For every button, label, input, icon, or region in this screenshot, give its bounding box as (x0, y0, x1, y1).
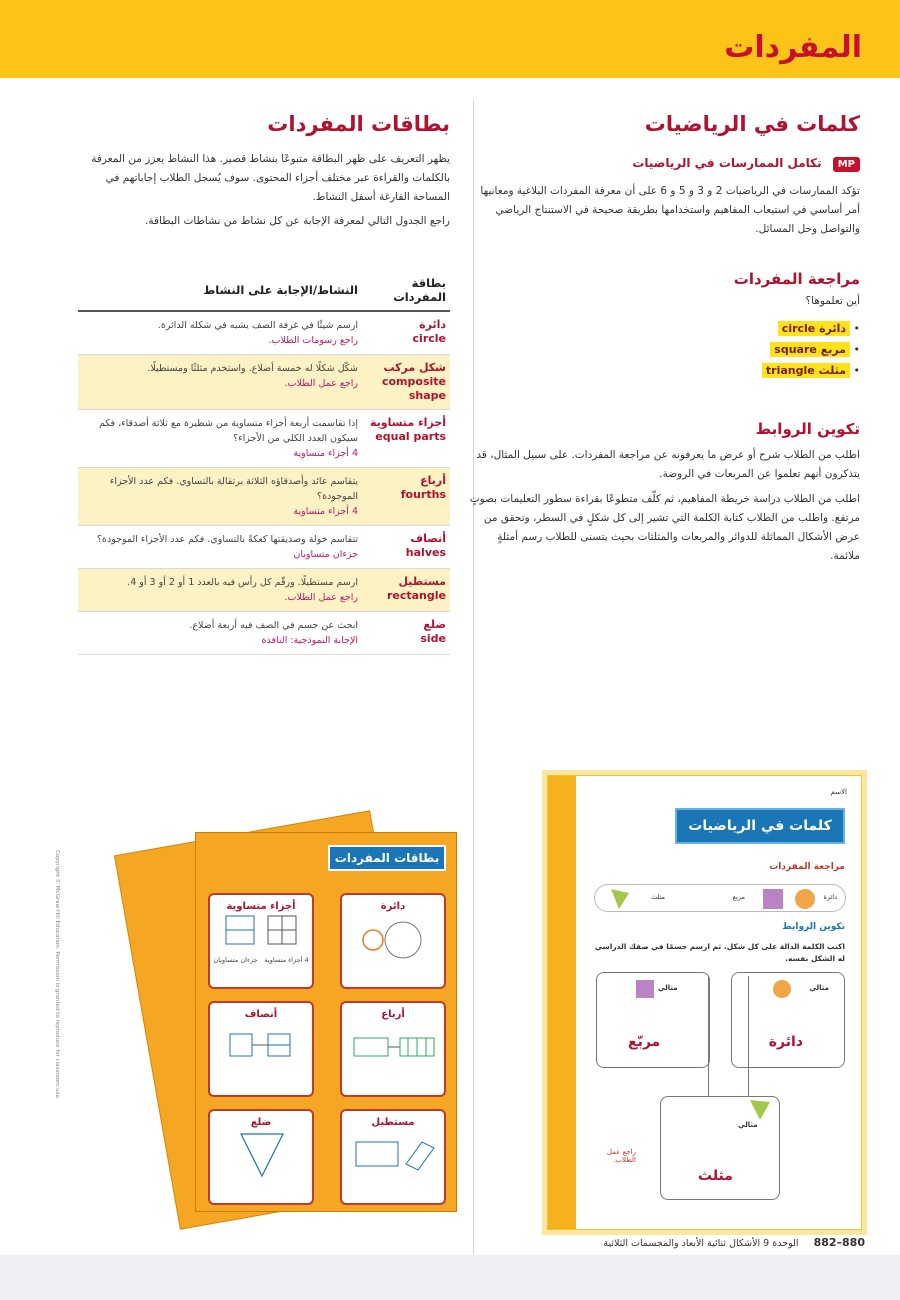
ws-links-heading: تكوين الروابط (782, 922, 845, 932)
page-numbers: 880–882 (813, 1236, 865, 1249)
page-title: المفردات (724, 30, 862, 65)
review-question: أين تعلموها؟ (805, 295, 860, 307)
ws-see-work: راجع عمل الطلاب. (606, 1148, 636, 1164)
card-side: ضلع (208, 1109, 314, 1205)
halves-icon (216, 1020, 306, 1070)
rectangle-icon (348, 1128, 438, 1178)
practice-heading (465, 152, 860, 172)
circle-icon (348, 912, 438, 962)
table-row: أجزاء متساوية equal parts إذا تقاسمت أربعة أجزاء متساوية من شطيرة مع ثلاثة أصدقاء، فكم سيكون العدد الكلي من الأجزاء؟ 4 أجزاء متساوية (78, 410, 450, 468)
ws-word-triangle: مثلث (698, 1168, 733, 1184)
ws-name-label: الاسم (830, 788, 847, 796)
practice-title: تكامل الممارسات في الرياضيات (632, 156, 822, 170)
worksheet-image (547, 775, 862, 1230)
footer (545, 1236, 865, 1249)
equal-parts-icon (216, 912, 306, 952)
circle-icon (773, 980, 791, 998)
words-in-math-title (465, 112, 860, 136)
card-front (195, 832, 457, 1212)
header-activity: النشاط/الإجابة على النشاط (78, 270, 362, 311)
triangle-icon (609, 887, 631, 911)
triangle-icon (748, 1098, 774, 1124)
list-item: • دائرة circle (465, 322, 860, 335)
links-title: تكوين الروابط (755, 420, 860, 438)
card-circle: دائرة (340, 893, 446, 989)
worksheet-strip (548, 776, 576, 1229)
ws-word-square: مربّع (628, 1034, 661, 1050)
ws-instruction: اكتب الكلمة الدالة على كل شكل. ثم ارسم جسمًا في صفك الدراسي له الشكل نفسه. (594, 942, 845, 963)
triangle-icon (216, 1128, 306, 1183)
square-icon (636, 980, 654, 998)
ws-vocab-strip: دائرة مربع مثلث (594, 884, 846, 912)
table-row: ضلع side ابحث عن جسم في الصف فيه أربعة أضلاع. الإجابة النموذجية: النافذة (78, 612, 450, 655)
fourths-icon (348, 1020, 438, 1070)
table-row: شكل مركب composite shape شكّل شكلًا له خمسة أضلاع. واستخدم مثلثًا ومستطيلًا. راجع عمل الطلاب. (78, 355, 450, 410)
vocab-cards-image (140, 790, 460, 1220)
copyright-text: Copyright © McGraw-Hill Education. Permission is granted to reproduce for classroom use. (54, 850, 60, 1100)
unit-label: الوحدة 9 الأشكال ثنائية الأبعاد والمجسمات الثلاثية (603, 1238, 799, 1249)
footer-band (0, 1255, 900, 1300)
ws-word-circle: دائرة (768, 1034, 803, 1050)
ws-example-label: مثالي (809, 984, 829, 992)
ws-example-label: مثالي (738, 1121, 758, 1129)
vocab-table (78, 270, 450, 655)
ws-example-label: مثالي (658, 984, 678, 992)
table-row: دائرة circle ارسم شيئًا في غرفة الصف يشبه في شكله الدائرة. راجع رسومات الطلاب. (78, 311, 450, 355)
vocab-table-wrap (78, 270, 450, 655)
cards-intro: يظهر التعريف على ظهر البطاقة متبوعًا بنشاط قصير. هذا النشاط يعزز من المعرفة بالكلمات والقراءة عبر مختلف أجزاء المحتوى. سوف يُسجل الطلاب إجاباتهم في المساحة الفارغة أسفل النشاط. (91, 153, 450, 203)
table-row: مستطيل rectangle ارسم مستطيلًا. ورقّم كل رأس فيه بالعدد 1 أو 2 أو 3 أو 4. راجع عمل الطلاب. (78, 569, 450, 612)
practice-text: تؤكد الممارسات في الرياضيات 2 و 3 و 5 و 6 على أن معرفة المفردات البلاغية ومعانيها أمر أساسي في استيعاب المفاهيم واستخدامها بطريقة صحيحة في الاستنتاج الرياضي والتواصل وحل المسائل. (480, 185, 860, 235)
card-halves: أنصاف (208, 1001, 314, 1097)
ws-review-heading: مراجعة المفردات (769, 862, 845, 872)
list-item: • مربع square (465, 343, 860, 356)
review-title: مراجعة المفردات (733, 270, 860, 288)
table-row: أنصاف halves تتقاسم خولة وصديقتها كعكةً بالتساوي. فكم عدد الأجزاء الموجودة؟ جزءان متساويان (78, 526, 450, 569)
cards-title: بطاقات المفردات (328, 845, 446, 871)
header-term: بطاقة المفردات (362, 270, 450, 311)
practice-badge: MP (833, 157, 860, 172)
cards-section-title: بطاقات المفردات (267, 112, 450, 136)
list-item: • مثلث triangle (465, 364, 860, 377)
vocab-list (465, 322, 860, 385)
card-rectangle: مستطيل (340, 1109, 446, 1205)
card-equal-parts: أجزاء متساوية 4 أجزاء متساوية جزءان متساويان (208, 893, 314, 989)
ws-title: كلمات في الرياضيات (675, 808, 845, 844)
section-title: كلمات في الرياضيات (644, 112, 860, 136)
links-paragraph-2: اطلب من الطلاب دراسة خريطة المفاهيم، ثم كلّف متطوعًا بقراءة سطور التعليمات بصوتٍ مرتفع. واطلب من الطلاب كتابة الكلمة التي تشير إلى كل شكلٍ في السطر، وتحقق من عرض الأشكال المماثلة للدوائر والمربعات والمثلثات بحيث يتسنى للطلاب رسم أمثلةٍ ملائمة. (469, 493, 860, 562)
cards-intro-2: راجع الجدول التالي لمعرفة الإجابة عن كل نشاط من نشاطات البطاقة. (145, 215, 450, 227)
card-fourths: أرباع (340, 1001, 446, 1097)
table-row: أرباع fourths يتقاسم عائد وأصدقاؤه الثلاثة برتقالة بالتساوي. فكم عدد الأجزاء الموجودة؟ 4 أجزاء متساوية (78, 468, 450, 526)
links-paragraph-1: اطلب من الطلاب شرح أو عرض ما يعرفونه عن مراجعة المفردات. على سبيل المثال، قد يتذكرون أنهم تعلموا عن المربعات في الروضة. (476, 449, 860, 480)
